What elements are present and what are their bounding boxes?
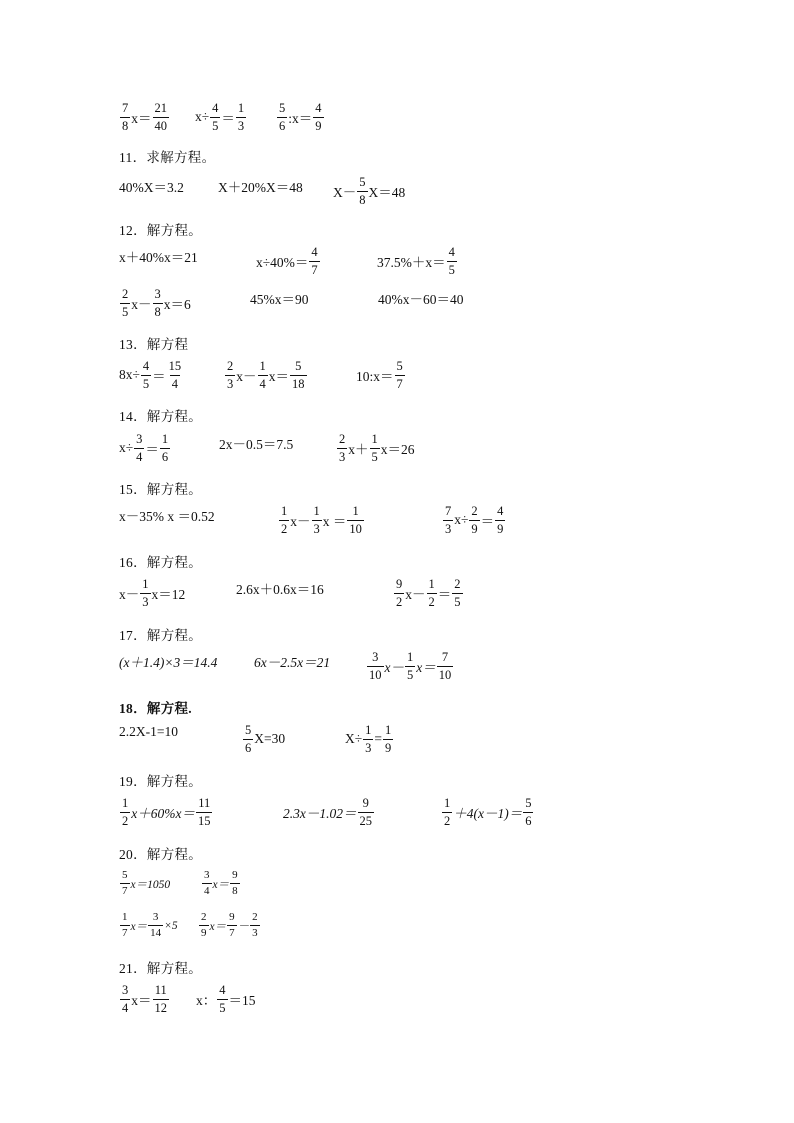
fraction — [290, 360, 307, 390]
equation — [236, 578, 324, 598]
equation-text: 40%X＝3.2 — [119, 180, 184, 195]
fraction — [357, 176, 367, 206]
equation-text: x＋40%x＝21 — [119, 250, 198, 265]
denominator: 3 — [365, 740, 372, 755]
denominator: 5 — [219, 1000, 226, 1015]
denominator: 9 — [497, 521, 504, 536]
equation-text: 6x－2.5x＝21 — [254, 655, 331, 670]
denominator: 5 — [142, 376, 150, 391]
equation-text: ＝ — [145, 442, 159, 457]
equation-text: x＝ — [212, 878, 230, 891]
denominator: 5 — [122, 304, 129, 319]
numerator: 4 — [497, 504, 504, 518]
equation — [442, 505, 506, 535]
equation — [119, 984, 170, 1014]
fraction — [120, 797, 130, 827]
numerator: 7 — [441, 650, 449, 664]
fraction — [370, 433, 380, 463]
fraction — [160, 433, 170, 463]
problem-heading: 15．解方程。 — [119, 482, 203, 497]
denominator: 3 — [252, 927, 258, 939]
fraction — [120, 288, 130, 318]
equation — [378, 288, 464, 308]
denominator: 7 — [122, 885, 128, 897]
numerator: 1 — [161, 432, 169, 446]
equation-text: x－ — [131, 297, 152, 312]
problem-heading: 11．求解方程。 — [119, 150, 216, 165]
numerator: 1 — [259, 359, 266, 373]
denominator: 2 — [122, 813, 129, 828]
numerator: 2 — [122, 287, 129, 301]
equation — [219, 433, 293, 453]
denominator: 5 — [407, 667, 414, 682]
equation — [119, 651, 217, 671]
equation-text: x－35% x ＝0.52 — [119, 509, 215, 524]
denominator: 9 — [385, 740, 392, 755]
problem-heading: 13．解方程 — [119, 337, 189, 352]
fraction — [120, 870, 130, 897]
equation-text: x＝12 — [151, 587, 186, 602]
equation-text: x＝ — [209, 920, 227, 933]
problem-heading: 19．解方程。 — [119, 774, 203, 789]
equation — [119, 797, 213, 827]
equation — [119, 246, 198, 266]
denominator: 40 — [154, 118, 167, 133]
equation-text: X＋20%X＝48 — [218, 180, 303, 195]
fraction — [405, 651, 415, 681]
equation — [196, 984, 256, 1014]
equation-text: X－ — [333, 185, 357, 200]
numerator: 4 — [219, 983, 226, 997]
denominator: 8 — [359, 192, 366, 207]
fraction — [347, 505, 364, 535]
denominator: 4 — [259, 376, 266, 391]
equation — [119, 176, 184, 196]
fraction — [141, 360, 151, 390]
equation — [119, 505, 215, 525]
fraction — [120, 912, 130, 939]
denominator: 25 — [359, 813, 372, 828]
problem-heading: 12．解方程。 — [119, 223, 203, 238]
problem-heading: 16．解方程。 — [119, 555, 203, 570]
numerator: 1 — [385, 723, 392, 737]
fraction — [279, 505, 289, 535]
numerator: 4 — [448, 245, 455, 259]
denominator: 2 — [281, 521, 288, 536]
numerator: 5 — [245, 723, 252, 737]
denominator: 4 — [122, 1000, 129, 1015]
equation-text: x－ — [119, 587, 140, 602]
fraction — [230, 870, 240, 897]
denominator: 18 — [292, 376, 305, 391]
equation-text: 2.3x－1.02＝ — [283, 806, 357, 821]
equation — [283, 797, 375, 827]
fraction — [202, 870, 212, 897]
numerator: 1 — [237, 101, 245, 115]
denominator: 3 — [339, 449, 346, 464]
denominator: 2 — [444, 813, 451, 828]
denominator: 10 — [369, 667, 382, 682]
fraction — [383, 724, 393, 754]
fraction — [443, 505, 453, 535]
fraction — [153, 984, 170, 1014]
equation-text: ＋4(x－1)＝ — [453, 806, 523, 821]
numerator: 5 — [279, 101, 286, 115]
fraction — [120, 984, 130, 1014]
denominator: 7 — [229, 927, 235, 939]
denominator: 3 — [142, 594, 149, 609]
equation-text: x＝ — [131, 111, 152, 126]
denominator: 14 — [150, 927, 162, 939]
fraction — [225, 360, 235, 390]
equation-text: － — [237, 920, 250, 933]
fraction — [277, 102, 287, 132]
numerator: 1 — [122, 796, 129, 810]
numerator: 4 — [212, 101, 219, 115]
equation — [201, 870, 241, 897]
equation — [119, 578, 185, 608]
equation-text: ＝ — [480, 514, 495, 529]
numerator: 1 — [428, 577, 435, 591]
equation-text: ＝ — [437, 587, 452, 602]
fraction — [452, 578, 462, 608]
problem-heading: 18．解方程. — [119, 701, 192, 716]
numerator: 7 — [445, 504, 452, 518]
numerator: 3 — [204, 869, 210, 881]
equation — [119, 433, 171, 463]
equation — [195, 102, 247, 132]
equation — [393, 578, 464, 608]
numerator: 2 — [252, 911, 258, 923]
numerator: 3 — [122, 983, 129, 997]
denominator: 5 — [212, 118, 219, 133]
denominator: 15 — [197, 813, 211, 828]
numerator: 5 — [295, 359, 302, 373]
fraction — [250, 912, 260, 939]
numerator: 1 — [142, 577, 149, 591]
denominator: 2 — [428, 594, 435, 609]
denominator: 3 — [237, 118, 245, 133]
fraction — [442, 797, 452, 827]
equation — [119, 288, 191, 318]
numerator: 1 — [313, 504, 320, 518]
equation-text: x－ — [290, 514, 311, 529]
equation — [333, 176, 405, 206]
denominator: 7 — [311, 262, 318, 277]
numerator: 1 — [281, 504, 288, 518]
numerator: 2 — [339, 432, 346, 446]
fraction — [167, 360, 184, 390]
equation — [276, 102, 325, 132]
fraction — [337, 433, 347, 463]
equation — [345, 724, 394, 754]
equation-text: (x＋1.4)×3＝14.4 — [119, 655, 218, 670]
numerator: 2 — [471, 504, 478, 518]
equation — [119, 724, 178, 740]
fraction — [196, 797, 213, 827]
equation-text: x ＝ — [322, 514, 347, 529]
equation — [254, 651, 330, 671]
problem-heading: 17．解方程。 — [119, 628, 203, 643]
problem-heading: 21．解方程。 — [119, 961, 203, 976]
equation-text: x÷ — [119, 440, 134, 455]
denominator: 9 — [471, 521, 478, 536]
denominator: 9 — [201, 927, 207, 939]
equation — [256, 246, 321, 276]
denominator: 5 — [454, 594, 461, 609]
numerator: 1 — [122, 911, 128, 923]
equation-text: x＝ — [268, 369, 289, 384]
numerator: 15 — [168, 359, 182, 373]
equation-text: ＝15 — [228, 993, 256, 1008]
equation-text: 2.6x＋0.6x＝16 — [236, 582, 324, 597]
denominator: 8 — [232, 885, 238, 897]
equation — [242, 724, 285, 754]
numerator: 5 — [359, 175, 366, 189]
numerator: 5 — [525, 796, 532, 810]
fraction — [394, 578, 404, 608]
fraction — [120, 102, 130, 132]
denominator: 6 — [245, 740, 252, 755]
equation-text: x÷ — [454, 512, 469, 527]
equation-text: 2x－0.5＝7.5 — [219, 437, 294, 452]
equation — [441, 797, 534, 827]
numerator: 9 — [362, 796, 369, 810]
numerator: 9 — [229, 911, 235, 923]
denominator: 2 — [396, 594, 403, 609]
fraction — [447, 246, 457, 276]
numerator: 3 — [136, 432, 143, 446]
numerator: 4 — [311, 245, 318, 259]
denominator: 5 — [448, 262, 455, 277]
equation-text: x＝1050 — [130, 878, 171, 891]
equation-text: 2.2X-1=10 — [119, 724, 178, 739]
equation-text: ×5 — [164, 919, 178, 932]
numerator: 5 — [122, 869, 128, 881]
denominator: 9 — [315, 118, 322, 133]
numerator: 2 — [227, 359, 234, 373]
fraction — [227, 912, 237, 939]
numerator: 5 — [396, 359, 403, 373]
equation-text: x－ — [405, 587, 426, 602]
numerator: 9 — [396, 577, 403, 591]
equation-text: x－ — [384, 660, 404, 675]
fraction — [236, 102, 246, 132]
denominator: 7 — [396, 376, 403, 391]
fraction — [309, 246, 319, 276]
equation-text: x÷ — [195, 109, 210, 124]
numerator: 1 — [352, 504, 359, 518]
equation-text: 40%x－60＝40 — [378, 292, 464, 307]
denominator: 6 — [525, 813, 532, 828]
fraction — [469, 505, 479, 535]
numerator: 3 — [154, 287, 161, 301]
equation — [356, 360, 406, 390]
denominator: 7 — [122, 927, 128, 939]
equation-text: x＝26 — [380, 442, 415, 457]
equation-text: x： — [196, 993, 217, 1008]
equation-text: x＝ — [130, 920, 148, 933]
equation — [119, 912, 178, 939]
equation — [224, 360, 308, 390]
problem-heading: 14．解方程。 — [119, 409, 203, 424]
numerator: 1 — [407, 650, 414, 664]
denominator: 3 — [227, 376, 234, 391]
fraction — [210, 102, 220, 132]
denominator: 12 — [154, 1000, 167, 1015]
equation-text: x＝6 — [163, 297, 191, 312]
equation-text: x÷40%＝ — [256, 255, 309, 270]
equation — [198, 912, 261, 939]
equation — [119, 870, 170, 897]
denominator: 10 — [349, 521, 362, 536]
equation-text: x＋60%x＝ — [131, 806, 195, 821]
equation-text: = — [374, 731, 383, 746]
equation — [336, 433, 415, 463]
numerator: 1 — [444, 796, 451, 810]
fraction — [217, 984, 227, 1014]
equation-text: :x＝ — [288, 111, 313, 126]
fraction — [437, 651, 454, 681]
fraction — [358, 797, 375, 827]
denominator: 3 — [445, 521, 452, 536]
numerator: 11 — [198, 796, 211, 810]
numerator: 7 — [122, 101, 129, 115]
equation-text: ＝ — [221, 111, 235, 126]
denominator: 6 — [161, 449, 169, 464]
equation-text: 10:x＝ — [356, 369, 394, 384]
equation-text: X÷ — [345, 731, 363, 746]
equation-text: x－ — [236, 369, 257, 384]
equation-text: X＝48 — [368, 185, 406, 200]
equation-text: 37.5%＋x＝ — [377, 255, 446, 270]
equation-text: x＝ — [131, 993, 152, 1008]
fraction — [495, 505, 505, 535]
equation — [119, 102, 170, 132]
equation-text: 45%x＝90 — [250, 292, 309, 307]
numerator: 21 — [154, 101, 167, 115]
equation-text: x＝ — [416, 660, 436, 675]
fraction — [367, 651, 384, 681]
fraction — [258, 360, 268, 390]
numerator: 3 — [372, 650, 379, 664]
numerator: 2 — [454, 577, 461, 591]
equation-text: 8x÷ — [119, 367, 140, 382]
fraction — [134, 433, 144, 463]
denominator: 3 — [313, 521, 320, 536]
denominator: 10 — [438, 667, 452, 682]
numerator: 9 — [232, 869, 238, 881]
equation — [278, 505, 365, 535]
denominator: 6 — [279, 118, 286, 133]
fraction — [153, 288, 163, 318]
fraction — [199, 912, 209, 939]
equation — [250, 288, 309, 308]
denominator: 5 — [371, 449, 378, 464]
denominator: 4 — [171, 376, 179, 391]
equation-text: x＋ — [348, 442, 369, 457]
numerator: 2 — [201, 911, 207, 923]
problem-heading: 20．解方程。 — [119, 847, 203, 862]
equation — [218, 176, 303, 196]
fraction — [313, 102, 323, 132]
equation — [119, 360, 184, 390]
denominator: 4 — [204, 885, 210, 897]
numerator: 3 — [152, 911, 159, 923]
fraction — [148, 912, 163, 939]
numerator: 11 — [154, 983, 167, 997]
numerator: 1 — [365, 723, 372, 737]
fraction — [363, 724, 373, 754]
equation — [377, 246, 458, 276]
equation-text: ＝ — [152, 369, 166, 384]
denominator: 8 — [154, 304, 161, 319]
fraction — [427, 578, 437, 608]
numerator: 4 — [142, 359, 150, 373]
denominator: 8 — [122, 118, 129, 133]
fraction — [523, 797, 533, 827]
denominator: 4 — [136, 449, 143, 464]
numerator: 1 — [371, 432, 378, 446]
equation — [366, 651, 454, 681]
fraction — [153, 102, 170, 132]
fraction — [243, 724, 253, 754]
numerator: 4 — [315, 101, 322, 115]
fraction — [395, 360, 405, 390]
fraction — [312, 505, 322, 535]
equation-text: X=30 — [254, 731, 286, 746]
fraction — [140, 578, 150, 608]
